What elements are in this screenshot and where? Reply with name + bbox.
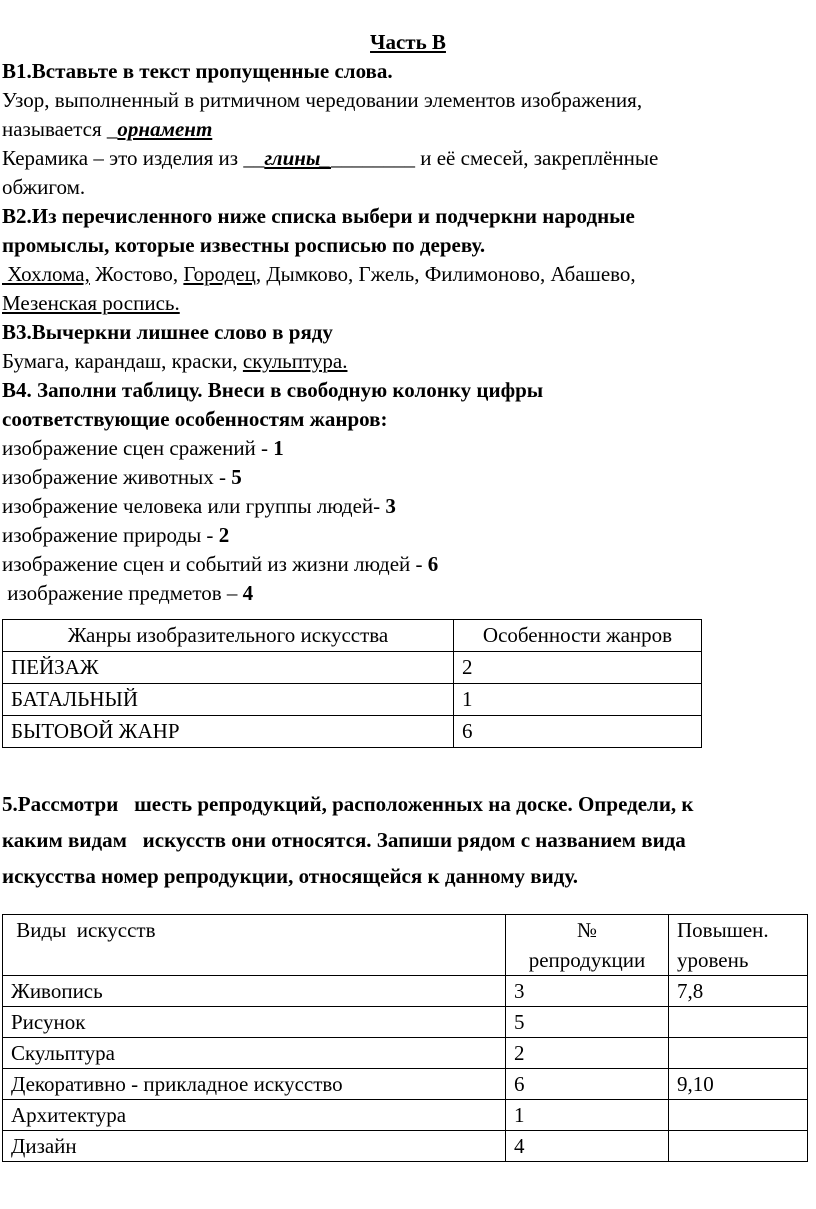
table-header-row (3, 915, 808, 976)
table-cell (669, 1038, 808, 1069)
table-cell: Рисунок (3, 1007, 506, 1038)
b4-item (2, 463, 814, 492)
b4-item-num: 2 (218, 523, 230, 547)
b1-line3-suffix: ________ и её смесей, закреплённые (331, 146, 659, 170)
b1-answer-ornament: орнамент (117, 117, 213, 141)
b2-list-line1 (2, 260, 814, 289)
table-cell: 4 (506, 1131, 669, 1162)
b2-heading-2: промыслы, которые известны росписью по дереву. (2, 233, 486, 257)
b4-heading-text: . Заполни таблицу. Внеси в свободную колонку цифры (26, 378, 544, 402)
b4-item-text: изображение сцен и событий из жизни людей - (2, 552, 428, 576)
section-title: Часть В (370, 30, 446, 54)
table-row (3, 1038, 808, 1069)
table-row (3, 684, 702, 716)
arts-table (2, 914, 808, 1162)
table-cell: 1 (506, 1100, 669, 1131)
b3-line (2, 347, 814, 376)
b4-item-num: 4 (242, 581, 254, 605)
table-header-cell (669, 915, 808, 976)
genres-table (2, 619, 702, 748)
table-cell: БАТАЛЬНЫЙ (3, 684, 454, 716)
b1-line2 (2, 115, 814, 144)
b1-line4: обжигом. (2, 175, 86, 199)
table-cell: Скульптура (3, 1038, 506, 1069)
q5-line1: 5.Рассмотри шесть репродукций, расположенных на доске. Определи, к (2, 792, 694, 816)
b2-item-mezen: Мезенская роспись. (2, 291, 180, 315)
table-row (3, 1131, 808, 1162)
b1-line2-prefix: называется _ (2, 117, 118, 141)
q5-line3: искусства номер репродукции, относящейся к данному виду. (2, 864, 579, 888)
b4-item-num: 5 (231, 465, 242, 489)
b4-heading-1 (2, 376, 814, 405)
table-cell: Живопись (3, 976, 506, 1007)
table-header-cell: Особенности жанров (454, 620, 702, 652)
b3-answer: скульптура. (242, 349, 348, 373)
b4-item (2, 550, 814, 579)
b2-heading-1: В2.Из перечисленного ниже списка выбери и подчеркни народные (2, 204, 635, 228)
b4-item (2, 579, 814, 608)
b2-item-gorodets: Городец (183, 262, 256, 286)
table-row (3, 1007, 808, 1038)
table-header-cell (3, 915, 506, 976)
b2-item-khokhloma: Хохлома, (2, 262, 90, 286)
b3-heading: В3.Вычеркни лишнее слово в ряду (2, 320, 333, 344)
table-cell: 5 (506, 1007, 669, 1038)
b4-item-num: 3 (385, 494, 396, 518)
b2-sep1: Жостово, (89, 262, 184, 286)
b4-item-num: 6 (427, 552, 439, 576)
b4-item (2, 492, 814, 521)
b4-item-text: изображение сцен сражений - (2, 436, 274, 460)
table-cell: 2 (506, 1038, 669, 1069)
table-row (3, 976, 808, 1007)
table-cell: 1 (454, 684, 702, 716)
b4-heading-2: соответствующие особенностям жанров: (2, 407, 388, 431)
table-cell: 7,8 (669, 976, 808, 1007)
table-cell: Декоративно - прикладное искусство (3, 1069, 506, 1100)
b4-item-text: изображение природы - (2, 523, 219, 547)
b4-item-num: 1 (273, 436, 284, 460)
table-cell: 6 (454, 716, 702, 748)
table-cell (669, 1131, 808, 1162)
b1-line3-prefix: Керамика – это изделия из __ (2, 146, 265, 170)
table-cell: 2 (454, 652, 702, 684)
table-row (3, 716, 702, 748)
table-row (3, 1100, 808, 1131)
arts-header-level: уровень (677, 948, 749, 972)
arts-header-number: № (576, 918, 598, 942)
table-row (3, 652, 702, 684)
b4-label: В4 (2, 378, 27, 402)
b4-item (2, 434, 814, 463)
q5-instructions (2, 786, 814, 894)
table-cell: Архитектура (3, 1100, 506, 1131)
b4-item-text: изображение человека или группы людей- (2, 494, 386, 518)
table-cell: 3 (506, 976, 669, 1007)
arts-header-advanced: Повышен. (677, 918, 769, 942)
table-cell: 6 (506, 1069, 669, 1100)
table-cell: Дизайн (3, 1131, 506, 1162)
b3-prefix: Бумага, карандаш, краски, (2, 349, 243, 373)
table-header-cell (506, 915, 669, 976)
b1-line3 (2, 144, 814, 173)
b2-sep2: , Дымково, Гжель, Филимоново, Абашево, (255, 262, 636, 286)
b1-answer-clay: глины_ (264, 146, 331, 170)
arts-header-reproduction: репродукции (528, 948, 646, 972)
table-row (3, 1069, 808, 1100)
table-cell: БЫТОВОЙ ЖАНР (3, 716, 454, 748)
b4-item-text: изображение предметов – (2, 581, 243, 605)
table-cell (669, 1100, 808, 1131)
arts-header-kinds: Виды искусств (11, 918, 156, 942)
table-cell: ПЕЙЗАЖ (3, 652, 454, 684)
b2-list-line2 (2, 289, 814, 318)
b1-heading: В1.Вставьте в текст пропущенные слова. (2, 59, 393, 83)
table-cell (669, 1007, 808, 1038)
table-header-cell: Жанры изобразительного искусства (3, 620, 454, 652)
table-cell: 9,10 (669, 1069, 808, 1100)
b4-item (2, 521, 814, 550)
worksheet (2, 28, 814, 1158)
b1-line1: Узор, выполненный в ритмичном чередовании элементов изображения, (2, 88, 643, 112)
q5-line2: каким видам искусств они относятся. Запиши рядом с названием вида (2, 828, 686, 852)
b4-item-text: изображение животных - (2, 465, 232, 489)
table-header-row (3, 620, 702, 652)
